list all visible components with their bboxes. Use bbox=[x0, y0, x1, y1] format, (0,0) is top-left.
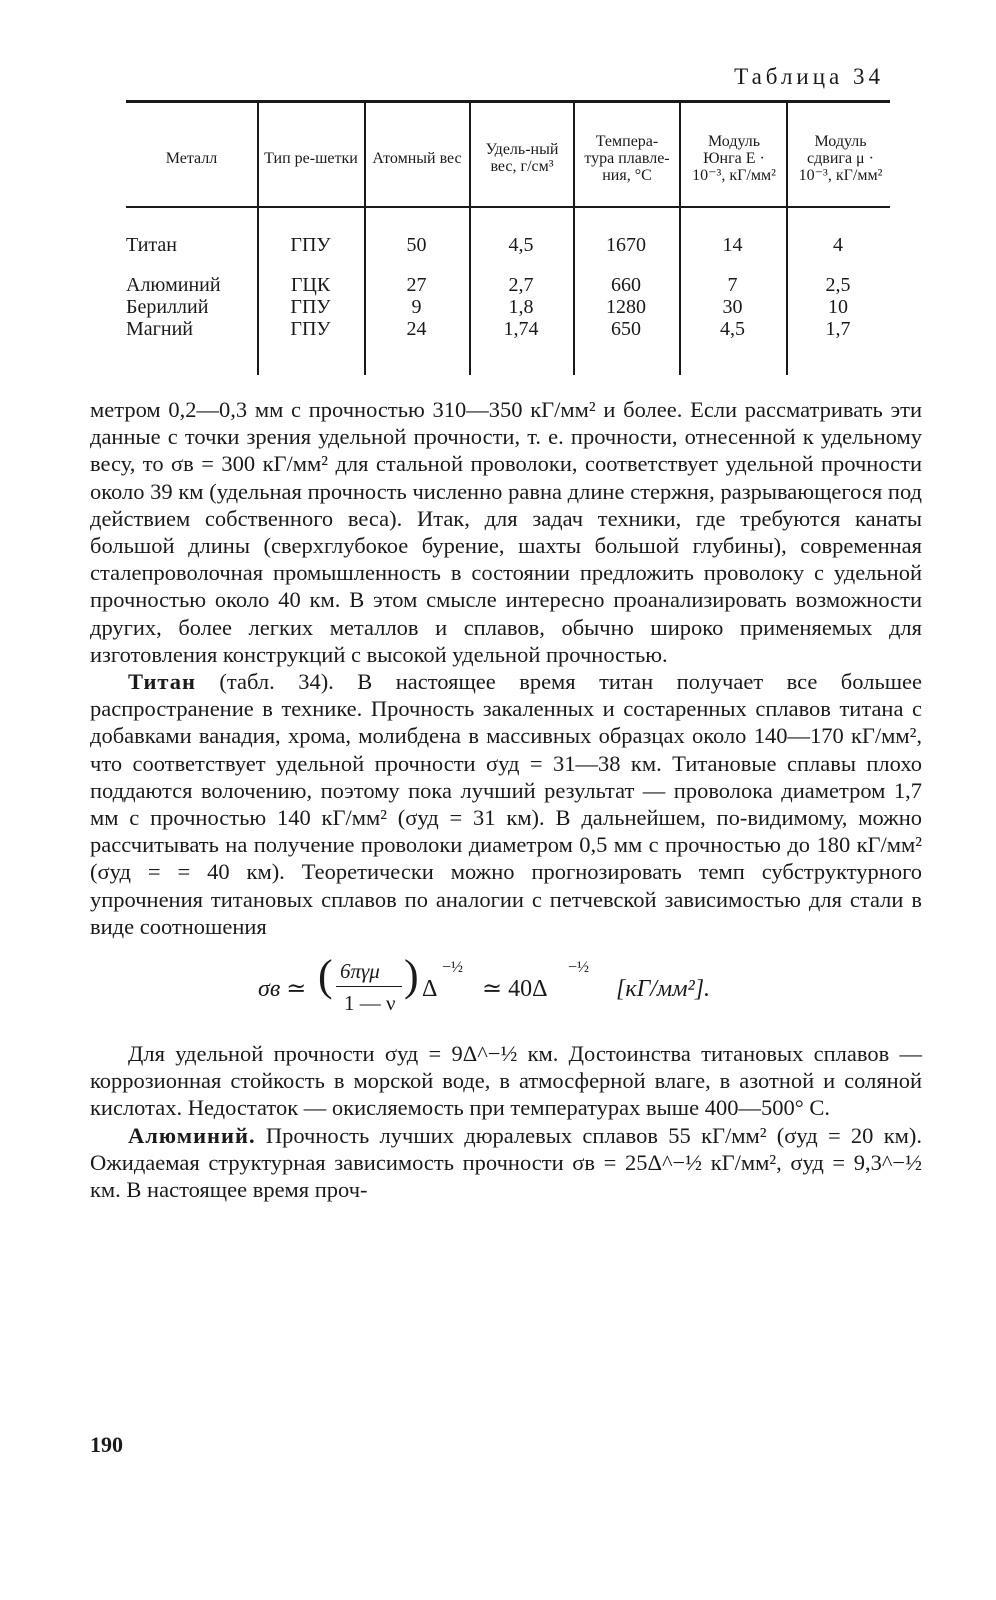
cell-shear-modulus: 4 bbox=[833, 234, 843, 256]
paragraph: метром 0,2—0,3 мм с прочностью 310—350 кГ/мм² и более. Если рассматривать эти данные с точки зрения удельной прочности, т. е. прочности, отнесенной к удельному весу, то σв = 300 кГ/мм² для стальной проволоки, соответствует удельной прочности около 39 км (удельная прочность численно равна длине стержня, разрывающегося под действием собственного веса). Итак, для задач техники, где требуются канаты большой длины (сверхглубокое бурение, шахты большой глубины), современная сталепроволочная промышленность в состоянии предложить проволоку с удельной прочностью около 40 км. В этом смысле интересно проанализировать возможности других, более легких металлов и сплавов, обычно широко применяемых для изготовления конструкций с высокой удельной прочностью. bbox=[90, 397, 922, 667]
cell-lattice: ГПУ bbox=[290, 234, 331, 256]
formula-denominator: 1 — ν bbox=[344, 991, 396, 1016]
cell-metal: Алюминий bbox=[126, 274, 221, 296]
formula-paren-right: ) bbox=[404, 951, 419, 1001]
section-lead-aluminium: Алюминий. bbox=[128, 1122, 256, 1148]
formula-paren-left: ( bbox=[318, 951, 333, 1001]
cell-young-modulus: 30 bbox=[722, 296, 743, 318]
table-row bbox=[126, 296, 890, 320]
formula bbox=[90, 940, 922, 1040]
table-header-rule bbox=[126, 206, 890, 208]
cell-shear-modulus: 1,7 bbox=[825, 318, 851, 340]
header-lattice: Тип ре-шетки bbox=[264, 149, 358, 167]
formula-approx: ≃ 40Δ bbox=[482, 976, 548, 1003]
formula-lhs: σв ≃ bbox=[258, 976, 307, 1003]
cell-metal: Магний bbox=[126, 318, 193, 340]
cell-atomic-weight: 50 bbox=[406, 234, 427, 256]
page-number: 190 bbox=[90, 1432, 123, 1457]
cell-shear-modulus: 10 bbox=[828, 296, 848, 318]
table-top-rule bbox=[126, 100, 890, 103]
table-row bbox=[126, 274, 890, 298]
cell-lattice: ГЦК bbox=[290, 274, 331, 296]
table-row bbox=[126, 318, 890, 342]
table-row bbox=[126, 234, 890, 258]
header-density: Удель-ный вес, г/см³ bbox=[485, 141, 559, 175]
cell-atomic-weight: 27 bbox=[406, 274, 427, 296]
metals-table bbox=[126, 100, 890, 375]
paragraph-text: (табл. 34). В настоящее время титан получает все большее распространение в технике. Прочность закаленных и состаренных сплавов титана с добавками ванадия, хрома, молибдена в массивных образцах около 140—170 кГ/мм², что соответствует удельной прочности σуд = 31—38 км. Титановые сплавы плохо поддаются волочению, поэтому пока лучший результат — проволока диаметром 1,7 мм с прочностью 140 кГ/мм² (σуд = 31 км). В дальнейшем, по-видимому, можно рассчитывать на получение проволоки диаметром 0,5 мм с прочностью до 180 кГ/мм² (σуд = = 40 км). Теоретически можно прогнозировать темп субструктурного упрочнения титановых сплавов по аналогии с петчевской зависимостью для стали в виде соотношения bbox=[90, 669, 922, 939]
fraction-bar bbox=[336, 986, 402, 987]
cell-young-modulus: 7 bbox=[727, 274, 738, 296]
body-text bbox=[90, 396, 922, 1203]
header-young-modulus: Модуль Юнга E · 10⁻³, кГ/мм² bbox=[692, 132, 776, 184]
cell-melting-point: 650 bbox=[611, 318, 641, 340]
cell-density: 2,7 bbox=[508, 274, 534, 296]
cell-shear-modulus: 2,5 bbox=[825, 274, 851, 296]
paragraph: Для удельной прочности σуд = 9Δ^−½ км. Достоинства титановых сплавов — коррозионная стойкость в морской воде, в атмосферной влаге, в азотной и соляной кислотах. Недостаток — окисляемость при температурах выше 400—500° С. bbox=[90, 1041, 922, 1121]
cell-lattice: ГПУ bbox=[290, 296, 331, 318]
paragraph-titanium bbox=[90, 668, 922, 940]
formula-exponent: −½ bbox=[442, 959, 464, 977]
cell-melting-point: 1280 bbox=[606, 296, 646, 318]
header-atomic-weight: Атомный вес bbox=[372, 149, 462, 167]
cell-metal: Бериллий bbox=[126, 296, 209, 318]
header-melting-point: Темпера-тура плавле-ния, °С bbox=[584, 132, 670, 184]
header-shear-modulus: Модуль сдвига μ · 10⁻³, кГ/мм² bbox=[798, 132, 883, 184]
cell-atomic-weight: 9 bbox=[411, 296, 422, 318]
cell-atomic-weight: 24 bbox=[406, 318, 427, 340]
cell-melting-point: 660 bbox=[611, 274, 641, 296]
cell-young-modulus: 14 bbox=[722, 234, 743, 256]
formula-delta: Δ bbox=[422, 976, 438, 1003]
cell-young-modulus: 4,5 bbox=[720, 318, 745, 340]
header-metal: Металл bbox=[165, 149, 218, 167]
formula-numerator: 6πγμ bbox=[340, 959, 380, 984]
formula-unit: [кГ/мм²]. bbox=[616, 976, 711, 1003]
cell-metal: Титан bbox=[126, 234, 177, 256]
cell-density: 1,8 bbox=[508, 296, 534, 318]
cell-density: 4,5 bbox=[508, 234, 534, 256]
table-caption: Таблица 34 bbox=[734, 64, 884, 89]
cell-lattice: ГПУ bbox=[290, 318, 331, 340]
cell-melting-point: 1670 bbox=[606, 234, 646, 256]
section-lead-titanium: Титан bbox=[128, 669, 196, 695]
paragraph-text: Прочность лучших дюралевых сплавов 55 кГ/мм² (σуд = 20 км). Ожидаемая структурная зависимость прочности σв = 25Δ^−½ кГ/мм², σуд = 9,3^−½ км. В настоящее время проч- bbox=[90, 1122, 922, 1203]
formula-exponent: −½ bbox=[568, 959, 590, 977]
paragraph-aluminium bbox=[90, 1122, 922, 1204]
cell-density: 1,74 bbox=[503, 318, 539, 340]
